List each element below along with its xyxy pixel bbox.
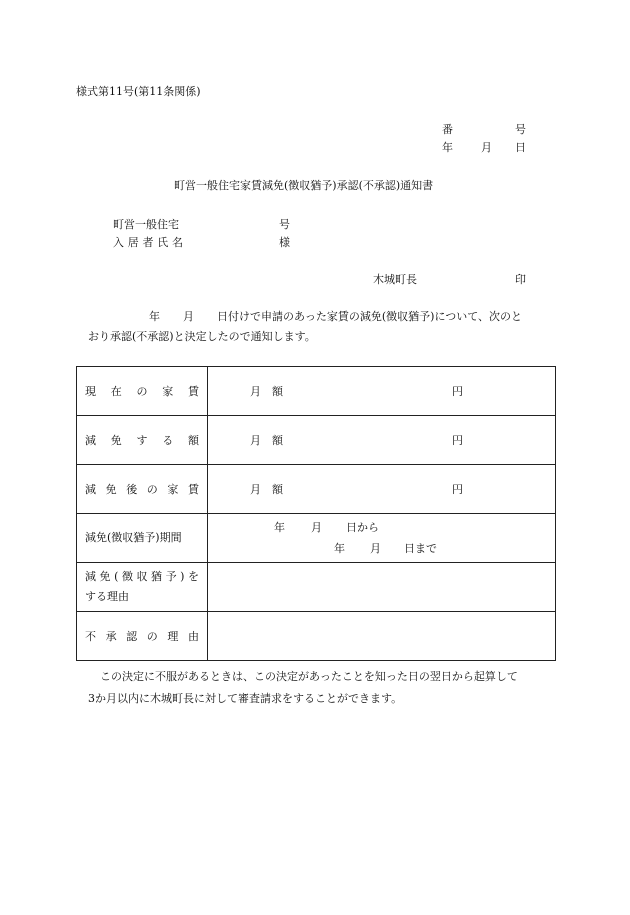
table-row bbox=[77, 416, 556, 465]
reduced-rent-value bbox=[208, 465, 556, 514]
number-suffix: 号 bbox=[515, 123, 526, 136]
current-rent-label: 現 在 の 家 賃 bbox=[77, 367, 208, 416]
table-row bbox=[77, 465, 556, 514]
current-rent-value bbox=[208, 367, 556, 416]
appeal-notice-line1: この決定に不服があるときは、この決定があったことを知った日の翌日から起算して bbox=[100, 670, 518, 683]
period-to-day: 日まで bbox=[404, 542, 437, 555]
refusal-reason-label: 不 承 認 の 理 由 bbox=[77, 612, 208, 661]
monthly-amount-label: 月 額 bbox=[250, 385, 283, 398]
date-month: 月 bbox=[481, 141, 492, 154]
appeal-notice-line2: 3か月以内に木城町長に対して審査請求をすることができます。 bbox=[88, 692, 403, 705]
table-row bbox=[77, 367, 556, 416]
period-from-year: 年 bbox=[274, 521, 285, 534]
reduction-amount-value bbox=[208, 416, 556, 465]
period-from-month: 月 bbox=[311, 521, 322, 534]
period-to-year: 年 bbox=[334, 542, 345, 555]
monthly-amount-label: 月 額 bbox=[250, 434, 283, 447]
honorific: 様 bbox=[279, 236, 290, 249]
table-row bbox=[77, 514, 556, 563]
yen-unit: 円 bbox=[452, 434, 463, 447]
seal-mark: 印 bbox=[515, 273, 526, 286]
table-row bbox=[77, 563, 556, 612]
monthly-amount-label: 月 額 bbox=[250, 483, 283, 496]
table-row bbox=[77, 612, 556, 661]
reduction-amount-label: 減 免 す る 額 bbox=[77, 416, 208, 465]
intro-line2: おり承認(不承認)と決定したので通知します。 bbox=[88, 330, 316, 343]
resident-name-label: 入 居 者 氏 名 bbox=[113, 236, 183, 249]
rent-reduction-table bbox=[76, 366, 556, 661]
period-value bbox=[208, 514, 556, 563]
date-year: 年 bbox=[442, 141, 453, 154]
reduced-rent-label: 減 免 後 の 家 賃 bbox=[77, 465, 208, 514]
document-title: 町営一般住宅家賃減免(徴収猶予)承認(不承認)通知書 bbox=[174, 179, 434, 192]
period-label: 減免(徴収猶予)期間 bbox=[77, 514, 208, 563]
housing-label: 町営一般住宅 bbox=[113, 218, 179, 231]
form-number: 様式第11号(第11条関係) bbox=[76, 85, 201, 98]
period-to-month: 月 bbox=[370, 542, 381, 555]
housing-number-suffix: 号 bbox=[279, 218, 290, 231]
yen-unit: 円 bbox=[452, 483, 463, 496]
period-from-day: 日から bbox=[346, 521, 379, 534]
date-day: 日 bbox=[515, 141, 526, 154]
number-label: 番 bbox=[442, 123, 453, 136]
refusal-reason-value bbox=[208, 612, 556, 661]
issuer-name: 木城町長 bbox=[373, 273, 417, 286]
yen-unit: 円 bbox=[452, 385, 463, 398]
intro-line1: 日付けで申請のあった家賃の減免(徴収猶予)について、次のと bbox=[217, 310, 523, 323]
reason-value bbox=[208, 563, 556, 612]
reason-label: 減 免 ( 徴 収 猶 予 ) を する理由 bbox=[77, 563, 208, 612]
intro-year: 年 bbox=[149, 310, 160, 323]
intro-month: 月 bbox=[183, 310, 194, 323]
